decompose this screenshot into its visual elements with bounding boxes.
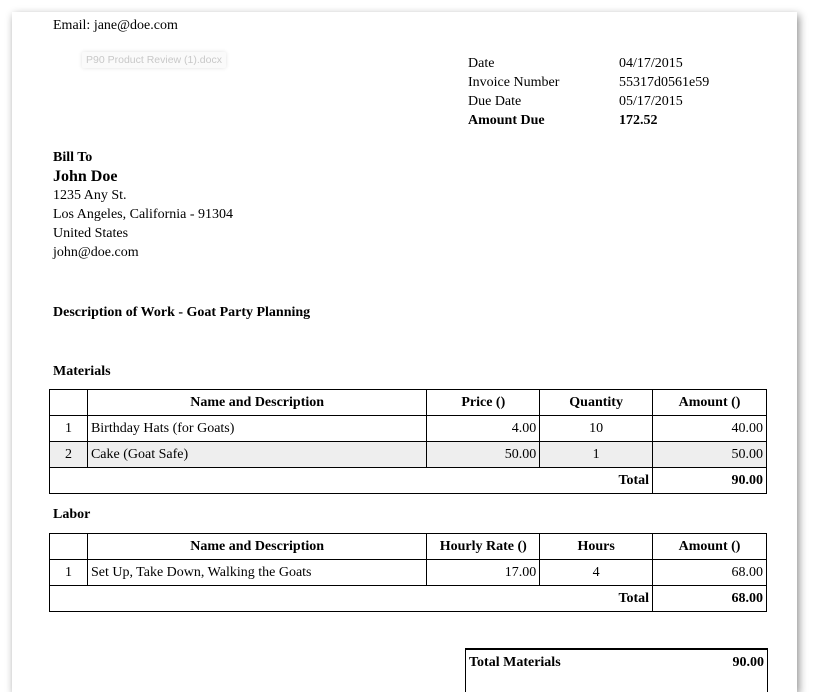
row-quantity: 10 xyxy=(540,416,653,442)
materials-heading: Materials xyxy=(53,364,111,379)
summary-box xyxy=(465,648,768,692)
row-amount: 68.00 xyxy=(653,560,767,586)
materials-total-value: 90.00 xyxy=(653,468,767,494)
col-header-name: Name and Description xyxy=(87,390,426,416)
invoice-number-label: Invoice Number xyxy=(468,75,560,90)
row-name: Birthday Hats (for Goats) xyxy=(87,416,426,442)
bill-to-street: 1235 Any St. xyxy=(53,188,127,203)
amount-due-label: Amount Due xyxy=(468,113,545,128)
labor-heading: Labor xyxy=(53,507,91,522)
total-materials-value: 90.00 xyxy=(732,655,764,670)
row-hours: 4 xyxy=(540,560,653,586)
table-row xyxy=(50,416,767,442)
materials-total-row xyxy=(50,468,767,494)
due-date-value: 05/17/2015 xyxy=(619,94,683,109)
file-tooltip: P90 Product Review (1).docx xyxy=(82,52,226,68)
row-amount: 40.00 xyxy=(653,416,767,442)
table-row xyxy=(50,560,767,586)
labor-total-label: Total xyxy=(50,586,653,612)
materials-header-row xyxy=(50,390,767,416)
col-header-hours: Hours xyxy=(540,534,653,560)
col-header-amount: Amount () xyxy=(653,534,767,560)
row-index: 1 xyxy=(50,560,88,586)
row-index: 2 xyxy=(50,442,88,468)
table-row xyxy=(50,442,767,468)
row-price: 4.00 xyxy=(427,416,540,442)
invoice-number-value: 55317d0561e59 xyxy=(619,75,710,90)
work-description: Description of Work - Goat Party Planning xyxy=(53,305,311,320)
materials-table xyxy=(49,389,767,494)
bill-to-heading: Bill To xyxy=(53,150,93,165)
bill-to-name: John Doe xyxy=(53,168,118,185)
row-name: Cake (Goat Safe) xyxy=(87,442,426,468)
labor-total-row xyxy=(50,586,767,612)
date-value: 04/17/2015 xyxy=(619,56,683,71)
sender-email: Email: jane@doe.com xyxy=(53,18,178,33)
col-header-index xyxy=(50,534,88,560)
col-header-index xyxy=(50,390,88,416)
bill-to-country: United States xyxy=(53,226,129,241)
materials-total-label: Total xyxy=(50,468,653,494)
col-header-amount: Amount () xyxy=(653,390,767,416)
bill-to-city: Los Angeles, California - 91304 xyxy=(53,207,234,222)
col-header-quantity: Quantity xyxy=(540,390,653,416)
labor-header-row xyxy=(50,534,767,560)
col-header-hourly-rate: Hourly Rate () xyxy=(427,534,540,560)
date-label: Date xyxy=(468,56,495,71)
invoice-page xyxy=(12,12,797,692)
row-rate: 17.00 xyxy=(427,560,540,586)
amount-due-value: 172.52 xyxy=(619,113,658,128)
row-name: Set Up, Take Down, Walking the Goats xyxy=(87,560,426,586)
due-date-label: Due Date xyxy=(468,94,522,109)
bill-to-email: john@doe.com xyxy=(53,245,139,260)
row-index: 1 xyxy=(50,416,88,442)
labor-table xyxy=(49,533,767,612)
total-materials-label: Total Materials xyxy=(469,655,561,670)
labor-total-value: 68.00 xyxy=(653,586,767,612)
col-header-name: Name and Description xyxy=(87,534,426,560)
row-price: 50.00 xyxy=(427,442,540,468)
row-amount: 50.00 xyxy=(653,442,767,468)
row-quantity: 1 xyxy=(540,442,653,468)
col-header-price: Price () xyxy=(427,390,540,416)
